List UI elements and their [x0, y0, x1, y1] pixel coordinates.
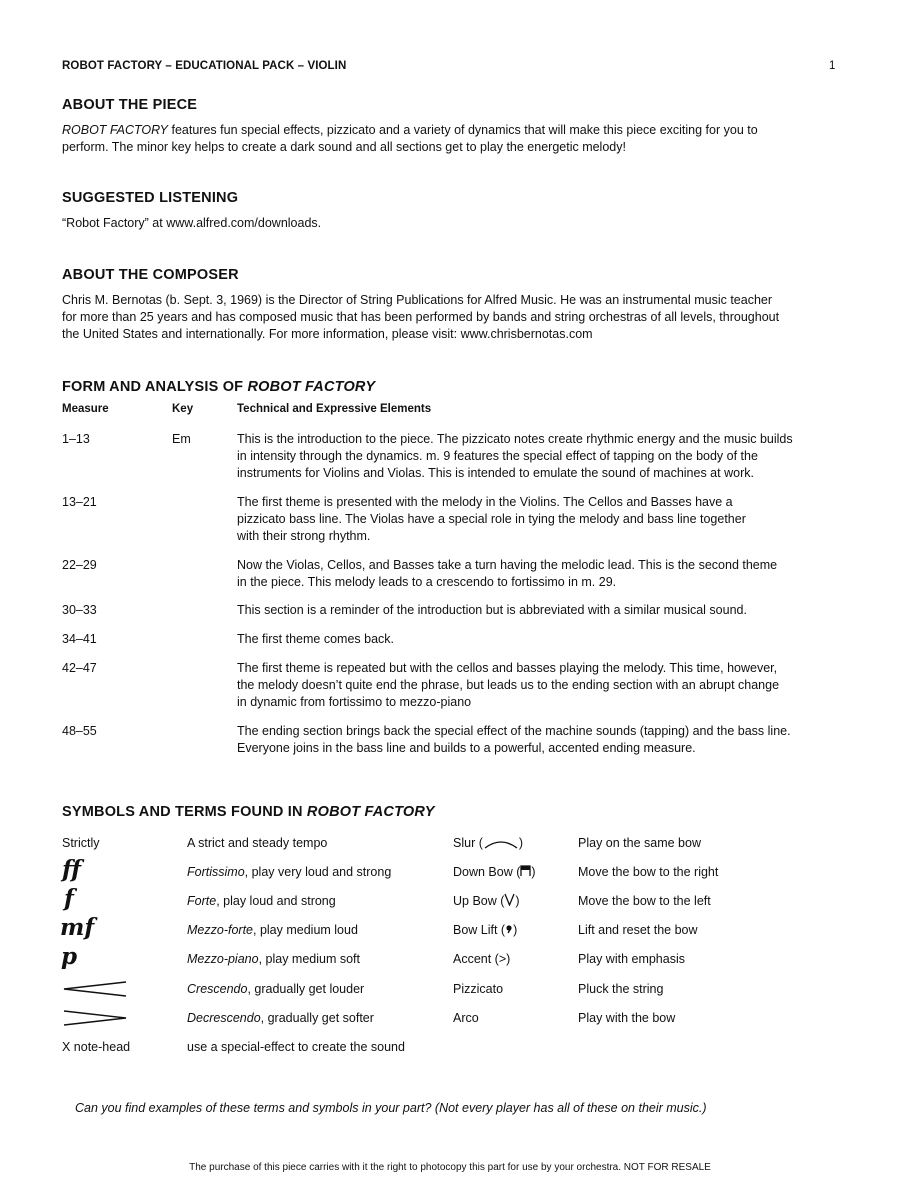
desc-pizzicato: Pluck the string — [578, 982, 664, 996]
composer-line-1: Chris M. Bernotas (b. Sept. 3, 1969) is the Director of String Publications for Alfred Music. He was an instrumental music teacher — [62, 293, 773, 307]
running-header: ROBOT FACTORY – EDUCATIONAL PACK – VIOLIN — [62, 60, 347, 72]
about-piece-line-2: perform. The minor key helps to create a dark sound and all sections get to play the energetic melody! — [62, 140, 626, 154]
down-bow-icon — [520, 865, 531, 877]
composer-line-3: the United States and internationally. For more information, please visit: www.chrisbernotas.com — [62, 327, 593, 341]
desc-slur: Play on the same bow — [578, 836, 701, 850]
piece-title-italic: ROBOT FACTORY — [62, 123, 169, 137]
term-up-bow: Up Bow ( ) — [453, 894, 520, 908]
composer-line-2: for more than 25 years and has composed music that has been performed by bands and string orchestras of all levels, throughout — [62, 310, 780, 324]
symbol-strictly: Strictly — [62, 836, 100, 850]
term-bow-lift: Bow Lift ( ) — [453, 923, 518, 937]
crescendo-hairpin-icon — [62, 980, 128, 998]
form-heading: FORM AND ANALYSIS OF ROBOT FACTORY — [62, 379, 376, 395]
desc-mezzo-forte: Mezzo-forte, play medium loud — [187, 923, 358, 937]
row-measure: 34–41 — [62, 632, 97, 646]
mezzo-forte-symbol: mf — [60, 914, 95, 941]
desc-bow-lift: Lift and reset the bow — [578, 923, 698, 937]
question-prompt: Can you find examples of these terms and symbols in your part? (Not every player has all of these on their music.) — [75, 1101, 707, 1115]
bow-lift-icon — [505, 923, 513, 935]
desc-decrescendo: Decrescendo, gradually get softer — [187, 1011, 374, 1025]
composer-heading: ABOUT THE COMPOSER — [62, 267, 239, 283]
row-measure: 42–47 — [62, 661, 97, 675]
desc-fortissimo: Fortissimo, play very loud and strong — [187, 865, 392, 879]
up-bow-icon — [504, 893, 515, 906]
row-elements: The first theme is repeated but with the cellos and basses playing the melody. This time, however, the melody doesn’t quite end the phrase, but leads us to the ending section with an abrupt change in dynamic from fortissimo to mezzo-piano — [237, 661, 780, 709]
about-piece-heading: ABOUT THE PIECE — [62, 97, 198, 113]
row-elements: The ending section brings back the special effect of the machine sounds (tapping) and the bass line. Everyone joins in the bass line and builds to a powerful, accented ending measure. — [237, 724, 791, 755]
desc-arco: Play with the bow — [578, 1011, 676, 1025]
row-elements: Now the Violas, Cellos, and Basses take a turn having the melodic lead. This is the second theme in the piece. This melody leads to a crescendo to fortissimo in m. 29. — [237, 558, 778, 589]
listening-heading: SUGGESTED LISTENING — [62, 190, 239, 206]
term-slur: Slur ( ) — [453, 836, 524, 850]
column-header-elements: Technical and Expressive Elements — [237, 403, 432, 415]
desc-crescendo: Crescendo, gradually get louder — [187, 982, 365, 996]
listening-text: “Robot Factory” at www.alfred.com/downloads. — [62, 216, 322, 230]
piano-symbol: p — [61, 943, 78, 970]
desc-forte: Forte, play loud and strong — [187, 894, 336, 908]
symbols-heading: SYMBOLS AND TERMS FOUND IN ROBOT FACTORY — [62, 804, 435, 820]
row-measure: 22–29 — [62, 558, 97, 572]
column-header-measure: Measure — [62, 403, 109, 415]
row-measure: 48–55 — [62, 724, 97, 738]
symbol-x-note-head: X note-head — [62, 1040, 131, 1054]
desc-strictly: A strict and steady tempo — [187, 836, 328, 850]
term-arco: Arco — [453, 1011, 479, 1025]
fortissimo-symbol: ff — [62, 856, 82, 883]
page-number: 1 — [829, 60, 836, 72]
term-accent: Accent (>) — [453, 952, 511, 966]
desc-x-note-head: use a special-effect to create the sound — [187, 1040, 405, 1054]
decrescendo-hairpin-icon — [62, 1009, 128, 1027]
row-measure: 30–33 — [62, 603, 97, 617]
term-down-bow: Down Bow ( ) — [453, 865, 536, 879]
row-key: Em — [172, 432, 191, 446]
about-piece-line-1: ROBOT FACTORY features fun special effects, pizzicato and a variety of dynamics that will make this piece exciting for you to — [62, 123, 758, 137]
row-elements: This is the introduction to the piece. The pizzicato notes create rhythmic energy and the music builds in intensity through the dynamics. m. 9 features the special effect of tapping on the body of the instruments for Violins and Violas. This is intended to emulate the sound of machines at work. — [237, 432, 793, 480]
row-measure: 1–13 — [62, 432, 90, 446]
slur-icon — [483, 838, 519, 850]
desc-accent: Play with emphasis — [578, 952, 685, 966]
desc-mezzo-piano: Mezzo-piano, play medium soft — [187, 952, 361, 966]
row-elements: The first theme comes back. — [237, 632, 395, 646]
column-header-key: Key — [172, 403, 194, 415]
desc-up-bow: Move the bow to the left — [578, 894, 711, 908]
term-pizzicato: Pizzicato — [453, 982, 504, 996]
desc-down-bow: Move the bow to the right — [578, 865, 719, 879]
footer-notice: The purchase of this piece carries with it the right to photocopy this part for use by your orchestra. NOT FOR RESALE — [189, 1162, 711, 1173]
row-elements: This section is a reminder of the introduction but is abbreviated with a similar musical sound. — [237, 603, 747, 617]
row-elements: The first theme is presented with the melody in the Violins. The Cellos and Basses have a pizzicato bass line. The Violas have a special role in tying the melody and bass line together with their strong rhythm. — [237, 495, 746, 543]
row-measure: 13–21 — [62, 495, 97, 509]
forte-symbol: f — [64, 885, 74, 912]
